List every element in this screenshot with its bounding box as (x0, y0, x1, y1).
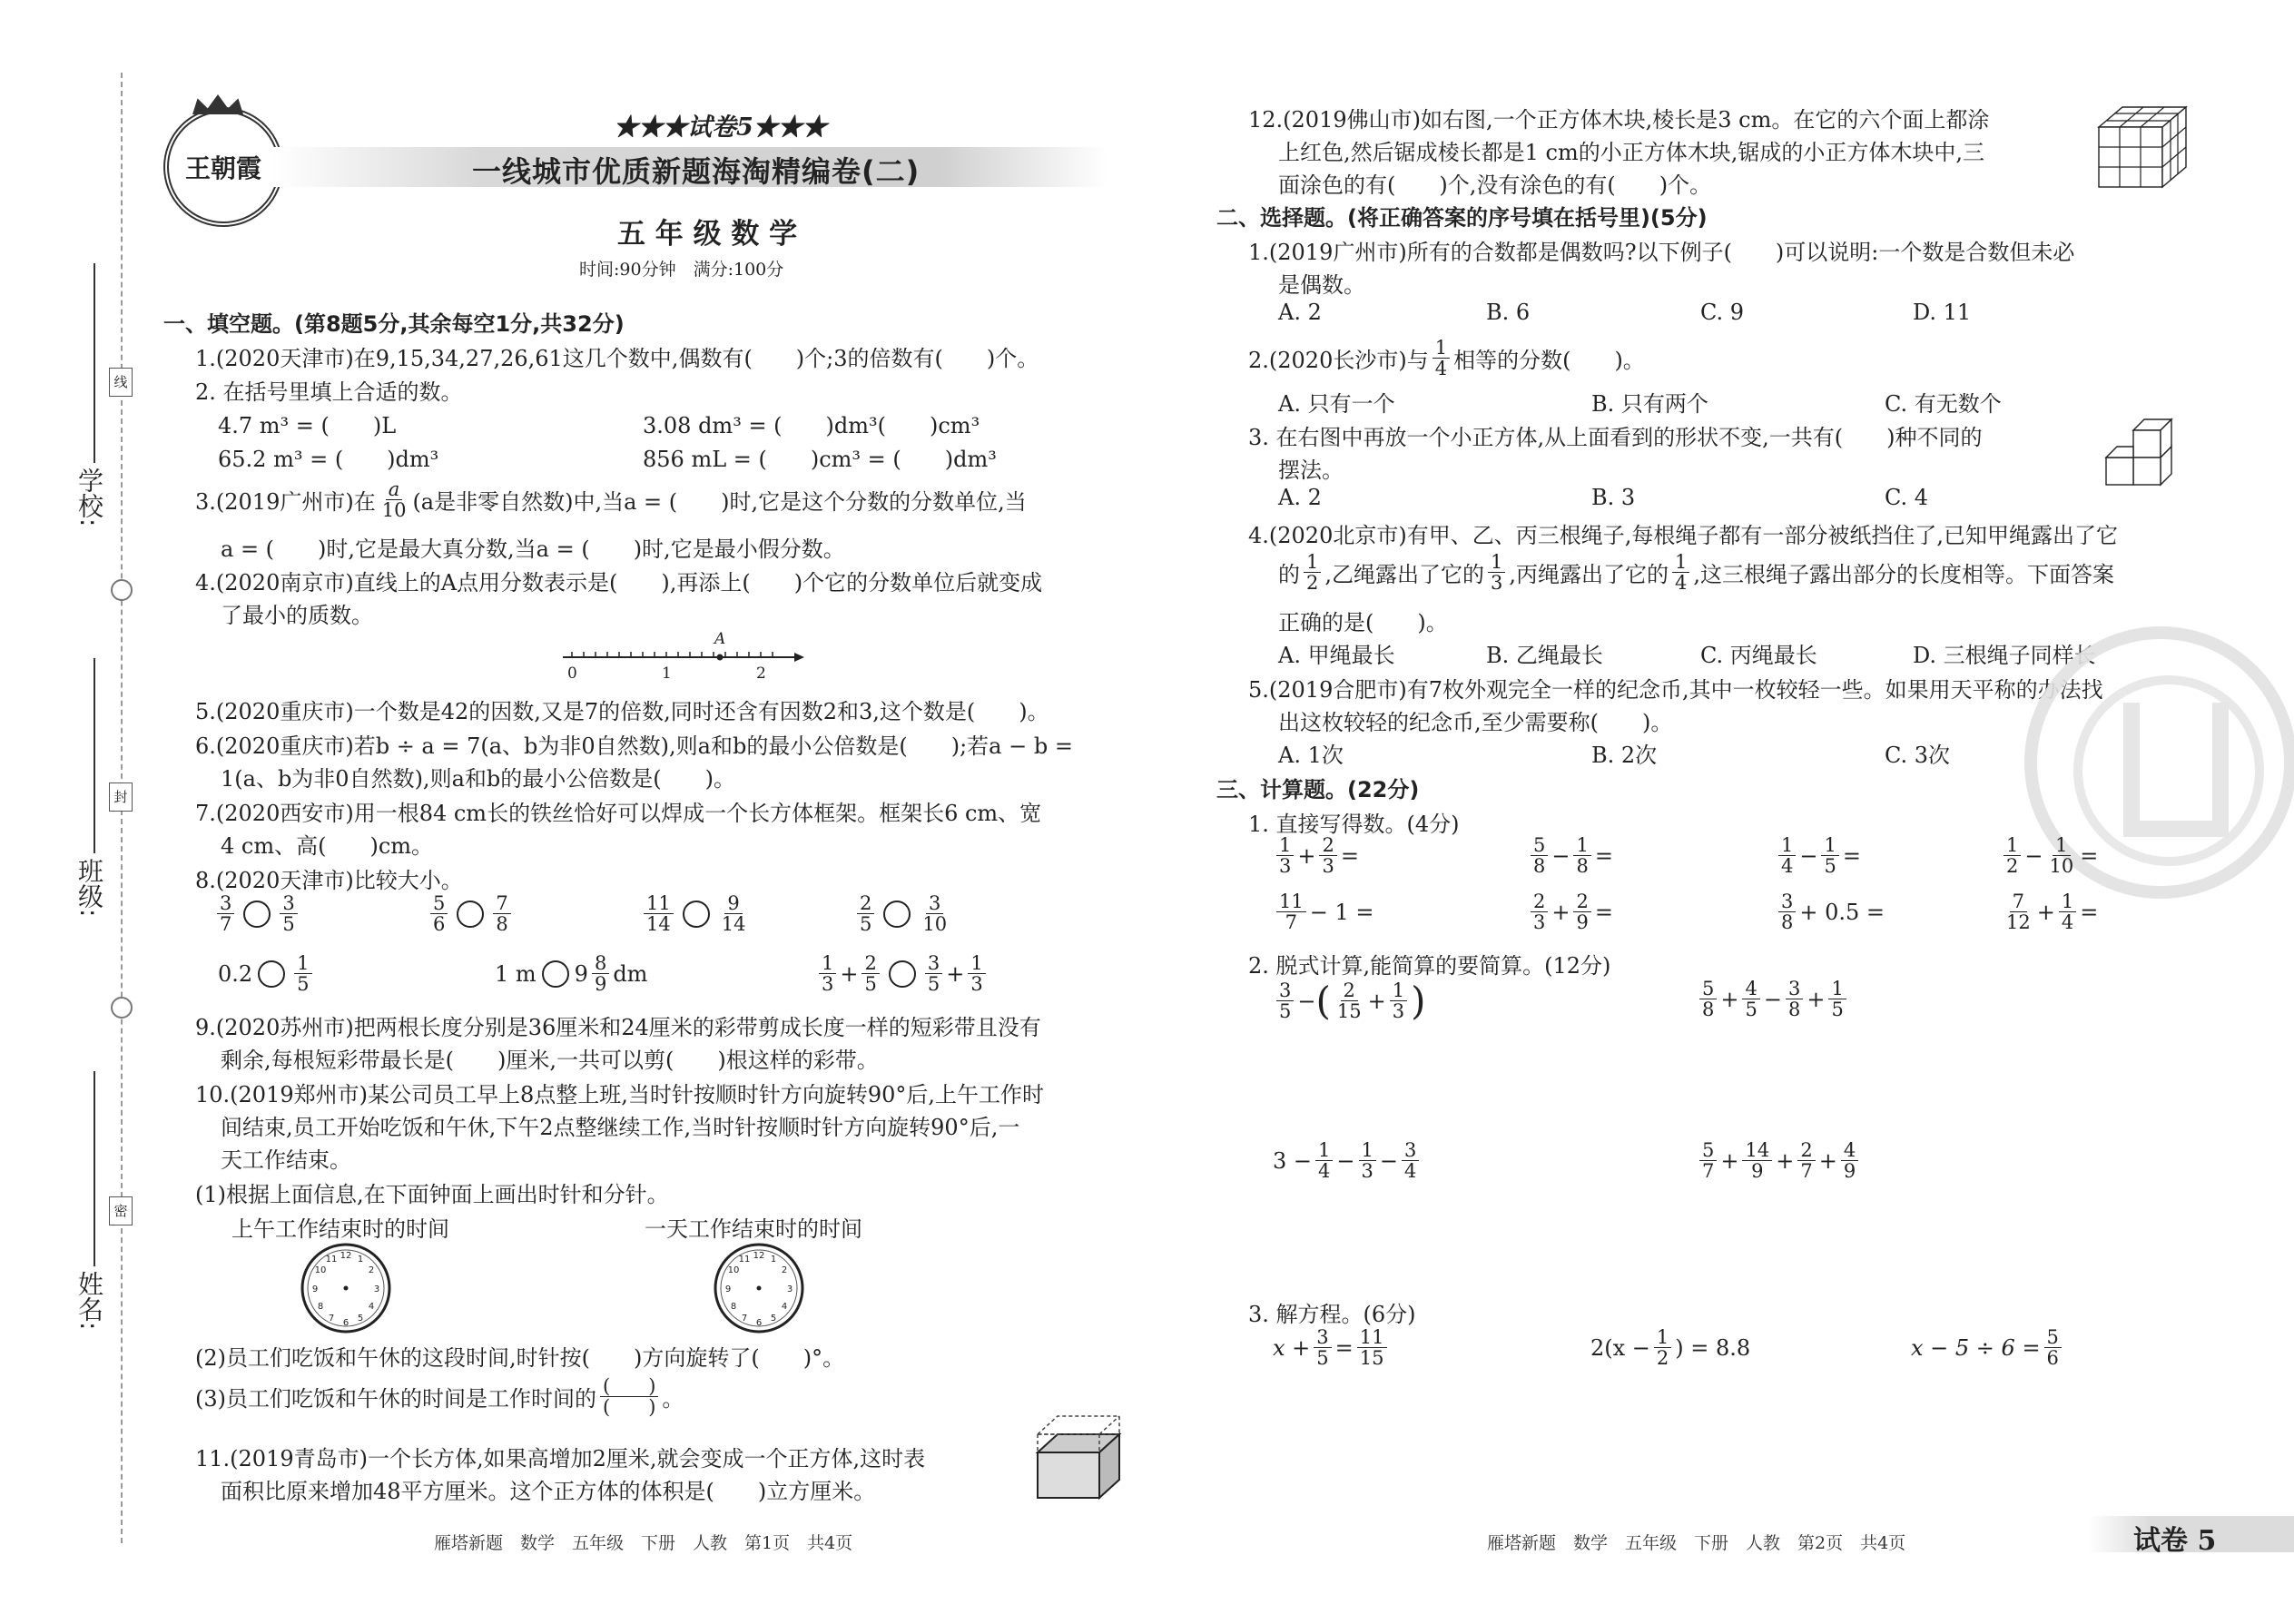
calc-7-12-plus-1-4: $\frac{7}{12}$ + $\frac{1}{4}$ = (2006, 891, 2099, 934)
stacked-cubes-figure (2104, 416, 2177, 497)
school-blank[interactable] (94, 263, 95, 463)
compare-1m-dm: 1 m 9 $\frac{8}{9}$ dm (495, 952, 648, 996)
binding-hole-icon (111, 579, 133, 601)
q2-4-option-b[interactable]: B. 乙绳最长 (1486, 643, 1603, 668)
q2-5-option-c[interactable]: C. 3次 (1885, 743, 1951, 768)
compare-circle-2[interactable] (457, 901, 484, 928)
svg-text:11: 11 (325, 1255, 338, 1265)
q1-12-line3: 面涂色的有( )个,没有涂色的有( )个。 (1278, 172, 1712, 198)
q1-2: 2. 在括号里填上合适的数。 (195, 379, 463, 405)
class-blank[interactable] (94, 658, 95, 853)
number-line-tick-0: 0 (567, 664, 577, 683)
series-title: 一线城市优质新题海淘精编卷(二) (472, 154, 921, 189)
q1-12-line2: 上红色,然后锯成棱长都是1 cm的小正方体木块,锯成的小正方体木块中,三 (1278, 140, 1984, 165)
compare-5-6-7-8: $\frac{5}{6}$ $\frac{7}{8}$ (427, 893, 515, 934)
svg-text:6: 6 (755, 1318, 763, 1328)
q1-10-line3: 天工作结束。 (221, 1147, 351, 1173)
q1-2c: 65.2 m³ = ( )dm³ (218, 447, 439, 472)
q1-2b: 3.08 dm³ = ( )dm³( )cm³ (643, 413, 980, 438)
q2-1-line1: 1.(2019广州市)所有的合数都是偶数吗?以下例子( )可以说明:一个数是合数但未必 (1248, 240, 2075, 265)
brand-logo-text: 王朝霞 (184, 153, 261, 183)
q1-10-line1: 10.(2019郑州市)某公司员工早上8点整上班,当时针按顺时针方向旋转90°后,上午工作时 (195, 1082, 1045, 1107)
compare-11-14-9-14: $\frac{11}{14}$ $\frac{9}{14}$ (640, 893, 752, 934)
exam-meta: 时间:90分钟 满分:100分 (579, 260, 784, 280)
q1-3-line2: a = ( )时,它是最大真分数,当a = ( )时,它是最小假分数。 (221, 536, 845, 562)
q1-8: 8.(2020天津市)比较大小。 (195, 868, 463, 893)
q1-10-line2: 间结束,员工开始吃饭和午休,下午2点整继续工作,当时针按顺时针方向旋转90°后,一 (221, 1115, 1020, 1140)
name-label: 姓名: (74, 1271, 104, 1331)
name-blank[interactable] (94, 1071, 95, 1266)
svg-text:2: 2 (368, 1265, 375, 1275)
q2-2: 2.(2020长沙市)与 $\frac{1}{4}$ 相等的分数( )。 (1248, 337, 1645, 380)
compare-3-7-3-5: $\frac{3}{7}$ $\frac{3}{5}$ (213, 893, 301, 934)
binding-mark-feng: 封 (109, 782, 133, 812)
q2-2-option-a[interactable]: A. 只有一个 (1278, 391, 1395, 417)
svg-text:7: 7 (741, 1314, 748, 1324)
q3-1: 1. 直接写得数。(4分) (1248, 812, 1460, 837)
q2-4-line1: 4.(2020北京市)有甲、乙、丙三根绳子,每根绳子都有一部分被纸挡住了,已知甲绳露出了它 (1248, 523, 2118, 548)
q2-4-line2: 的 $\frac{1}{2}$ ,乙绳露出了它的 $\frac{1}{3}$ ,丙绳露出了它的 $\frac{1}{4}$ ,这三根绳子露出部分的长度相等。下面答案 (1278, 551, 2115, 595)
q2-1-option-c[interactable]: C. 9 (1700, 300, 1745, 325)
q1-4-line2: 了最小的质数。 (221, 603, 373, 628)
q2-3-line1: 3. 在右图中再放一个小正方体,从上面看到的形状不变,一共有( )种不同的 (1248, 425, 1983, 450)
q1-10-sub3: (3)员工们吃饭和午休的时间是工作时间的 $\frac{( )}{( )}$ 。 (195, 1375, 684, 1419)
svg-text:12: 12 (340, 1251, 352, 1261)
svg-text:4: 4 (781, 1302, 788, 1312)
q2-3-line2: 摆法。 (1278, 458, 1344, 483)
clock-face-morning[interactable] (300, 1242, 392, 1334)
equation-2: 2(x − $\frac{1}{2}$ ) = 8.8 (1590, 1326, 1751, 1370)
q1-1: 1.(2020天津市)在9,15,34,27,26,61这几个数中,偶数有( )个;3的倍数有( )个。 (195, 346, 1039, 371)
compare-circle-4[interactable] (883, 901, 911, 928)
svg-text:3: 3 (786, 1284, 793, 1294)
svg-text:4: 4 (368, 1302, 375, 1312)
q3-2: 2. 脱式计算,能简算的要简算。(12分) (1248, 953, 1611, 979)
q1-11-line1: 11.(2019青岛市)一个长方体,如果高增加2厘米,就会变成一个正方体,这时表 (195, 1446, 926, 1471)
compare-circle-5[interactable] (258, 960, 285, 988)
q2-5-line2: 出这枚较轻的纪念币,至少需要称( )。 (1278, 710, 1673, 735)
brand-logo (163, 107, 283, 227)
q2-3-option-b[interactable]: B. 3 (1591, 485, 1636, 510)
number-line (554, 630, 808, 684)
calc-2-3-plus-2-9: $\frac{2}{3}$ + $\frac{2}{9}$ = (1527, 891, 1613, 932)
equation-3: x − 5 ÷ 6 = $\frac{5}{6}$ (1911, 1327, 2065, 1368)
q1-12-line1: 12.(2019佛山市)如右图,一个正方体木块,棱长是3 cm。在它的六个面上都涂 (1248, 107, 1990, 133)
calc-11-7-minus-1: $\frac{11}{7}$ − 1 = (1273, 891, 1373, 932)
q1-9-line2: 剩余,每根短彩带最长是( )厘米,一共可以剪( )根这样的彩带。 (221, 1048, 879, 1073)
binding-mark-mi: 密 (109, 1196, 133, 1225)
svg-text:1: 1 (357, 1255, 364, 1265)
q2-1-option-b[interactable]: B. 6 (1486, 300, 1531, 325)
q1-11-line2: 面积比原来增加48平方厘米。这个正方体的体积是( )立方厘米。 (221, 1479, 876, 1504)
class-label: 班级: (74, 858, 104, 918)
expr-5-8-plus-4-5: $\frac{5}{8}$ + $\frac{4}{5}$ − $\frac{3}{8}$ + $\frac{1}{5}$ (1696, 979, 1850, 1019)
svg-text:5: 5 (770, 1314, 777, 1324)
clock1-label: 上午工作结束时的时间 (231, 1216, 449, 1242)
q1-6-line1: 6.(2020重庆市)若b ÷ a = 7(a、b为非0自然数),则a和b的最小公倍数是( );若a − b = (195, 733, 1073, 759)
svg-text:12: 12 (753, 1251, 765, 1261)
calc-1-2-minus-1-10: $\frac{1}{2}$ − $\frac{1}{10}$ = (2000, 835, 2098, 876)
binding-mark-xian: 线 (109, 368, 133, 397)
q2-5-option-a[interactable]: A. 1次 (1278, 743, 1344, 768)
svg-text:6: 6 (342, 1318, 350, 1328)
svg-text:10: 10 (727, 1265, 740, 1275)
section3-title: 三、计算题。(22分) (1216, 777, 1420, 802)
q1-9-line1: 9.(2020苏州市)把两根长度分别是36厘米和24厘米的彩带剪成长度一样的短彩带且没有 (195, 1015, 1041, 1040)
q1-5: 5.(2020重庆市)一个数是42的因数,又是7的倍数,同时还含有因数2和3,这个数是( )。 (195, 699, 1049, 724)
compare-2-5-3-10: $\frac{2}{5}$ $\frac{3}{10}$ (853, 893, 953, 934)
svg-text:10: 10 (314, 1265, 327, 1275)
equation-1: x + $\frac{3}{5}$ = $\frac{11}{15}$ (1273, 1327, 1391, 1368)
q2-4-option-d[interactable]: D. 三根绳子同样长 (1913, 643, 2096, 668)
svg-text:1: 1 (770, 1255, 777, 1265)
footer-tag: 试卷 5 (2133, 1525, 2217, 1557)
cuboid-figure (1033, 1412, 1124, 1502)
expr-5-7-plus-14-9: $\frac{5}{7}$ + $\frac{14}{9}$ + $\frac{2}{7}$ + $\frac{4}{9}$ (1696, 1140, 1862, 1181)
expr-3-minus-fractions: 3 − $\frac{1}{4}$ − $\frac{1}{3}$ − $\frac{3}{4}$ (1273, 1140, 1423, 1181)
svg-text:11: 11 (738, 1255, 751, 1265)
calc-5-8-minus-1-8: $\frac{5}{8}$ − $\frac{1}{8}$ = (1527, 835, 1613, 876)
q1-10-sub2: (2)员工们吃饭和午休的这段时间,时针按( )方向旋转了( )°。 (195, 1345, 845, 1371)
fraction-a-over-10: $\frac{a}{10}$ (381, 478, 407, 522)
brand-crown-icon (192, 94, 243, 114)
compare-0.2-1-5: 0.2 $\frac{1}{5}$ (218, 953, 316, 994)
expr-3-5-minus-paren: $\frac{3}{5}$ − ( $\frac{2}{15}$ + $\frac{1}{3}$ ) (1273, 979, 1425, 1023)
q1-7-line1: 7.(2020西安市)用一根84 cm长的铁丝恰好可以焊成一个长方体框架。框架长6 cm、宽 (195, 801, 1042, 826)
q2-3-option-c[interactable]: C. 4 (1885, 485, 1929, 510)
compare-circle-3[interactable] (683, 901, 710, 928)
blank-fraction[interactable]: $\frac{( )}{( )}$ (600, 1376, 658, 1417)
q2-2-option-b[interactable]: B. 只有两个 (1591, 391, 1708, 417)
q2-4-option-a[interactable]: A. 甲绳最长 (1278, 643, 1395, 668)
q2-4-option-c[interactable]: C. 丙绳最长 (1700, 643, 1817, 668)
calc-3-8-plus-0.5: $\frac{3}{8}$ + 0.5 = (1775, 891, 1885, 932)
number-line-point-a: A (714, 630, 726, 648)
q2-1-option-d[interactable]: D. 11 (1913, 300, 1972, 325)
q2-4-line3: 正确的是( )。 (1278, 610, 1448, 635)
number-line-tick-1: 1 (662, 664, 672, 683)
calc-1-4-minus-1-5: $\frac{1}{4}$ − $\frac{1}{5}$ = (1775, 835, 1861, 876)
binding-hole-icon (111, 997, 133, 1019)
clock2-label: 一天工作结束时的时间 (645, 1216, 862, 1242)
q1-10-sub1: (1)根据上面信息,在下面钟面上画出时针和分针。 (195, 1182, 669, 1207)
q2-5-option-b[interactable]: B. 2次 (1591, 743, 1658, 768)
q3-3: 3. 解方程。(6分) (1248, 1302, 1416, 1327)
q2-1-option-a[interactable]: A. 2 (1278, 300, 1322, 325)
footer-left: 雁塔新题 数学 五年级 下册 人教 第1页 共4页 (434, 1533, 853, 1553)
q1-2a: 4.7 m³ = ( )L (218, 413, 397, 438)
svg-text:3: 3 (373, 1284, 380, 1294)
q2-5-line1: 5.(2019合肥市)有7枚外观完全一样的纪念币,其中一枚较轻一些。如果用天平称的办法找 (1248, 677, 2103, 703)
q1-3-line1: 3.(2019广州市)在 $\frac{a}{10}$ (a是非零自然数)中,当a = ( )时,它是这个分数的分数单位,当 (195, 478, 1027, 522)
q2-1-line2: 是偶数。 (1278, 272, 1365, 298)
svg-text:2: 2 (781, 1265, 788, 1275)
svg-text:9: 9 (311, 1284, 319, 1294)
section2-title: 二、选择题。(将正确答案的序号填在括号里)(5分) (1216, 205, 1708, 231)
svg-text:9: 9 (724, 1284, 732, 1294)
q2-3-option-a[interactable]: A. 2 (1278, 485, 1322, 510)
compare-circle-7[interactable] (889, 960, 916, 988)
exam-label: ★★★试卷5★★★ (614, 113, 827, 142)
section1-title: 一、填空题。(第8题5分,其余每空1分,共32分) (163, 311, 625, 337)
svg-text:8: 8 (730, 1302, 737, 1312)
compare-circle-6[interactable] (542, 960, 569, 988)
cube-figure (2095, 100, 2191, 191)
q1-2d: 856 mL = ( )cm³ = ( )dm³ (643, 447, 997, 472)
calc-1-3-plus-2-3: $\frac{1}{3}$ + $\frac{2}{3}$ = (1273, 835, 1359, 876)
q1-4-line1: 4.(2020南京市)直线上的A点用分数表示是( ),再添上( )个它的分数单位后就变成 (195, 570, 1043, 595)
q1-6-line2: 1(a、b为非0自然数),则a和b的最小公倍数是( )。 (221, 766, 735, 792)
q1-7-line2: 4 cm、高( )cm。 (221, 833, 434, 859)
school-label: 学校: (74, 468, 104, 527)
footer-right: 雁塔新题 数学 五年级 下册 人教 第2页 共4页 (1487, 1533, 1906, 1553)
subject-title: 五 年 级 数 学 (617, 218, 798, 251)
svg-text:7: 7 (328, 1314, 335, 1324)
q2-2-option-c[interactable]: C. 有无数个 (1885, 391, 2002, 417)
compare-sum-fractions: $\frac{1}{3}$ + $\frac{2}{5}$ $\frac{3}{5}$ + $\frac{1}{3}$ (815, 953, 989, 994)
clock-face-evening[interactable] (713, 1242, 805, 1334)
number-line-tick-2: 2 (756, 664, 766, 683)
svg-text:5: 5 (357, 1314, 364, 1324)
compare-circle-1[interactable] (243, 901, 271, 928)
svg-text:8: 8 (317, 1302, 324, 1312)
